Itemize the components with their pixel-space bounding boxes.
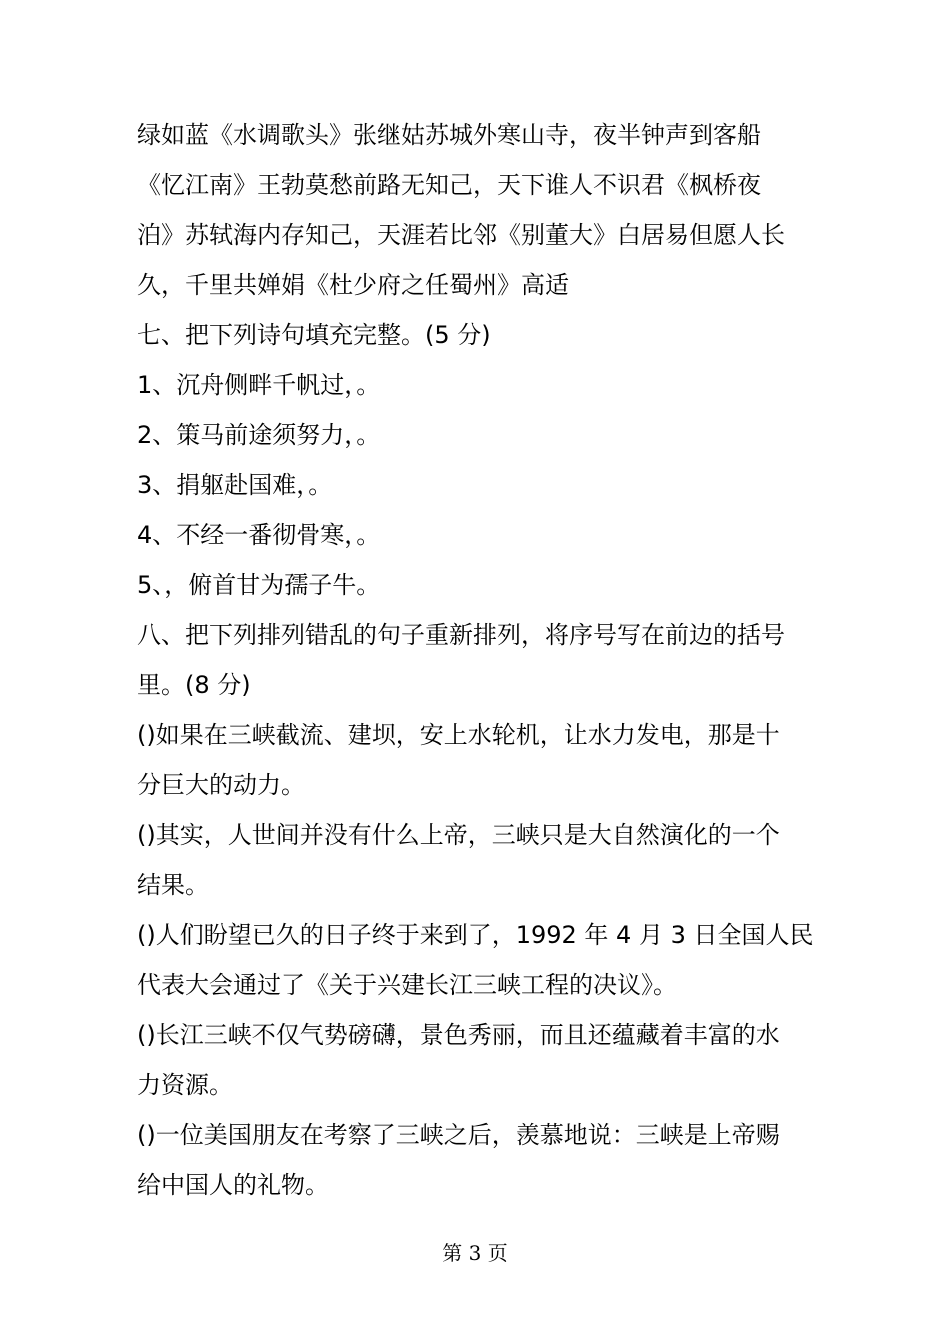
text-line: 久，千里共婵娟《杜少府之任蜀州》高适 bbox=[137, 271, 569, 299]
text-line: 《忆江南》王勃莫愁前路无知己，天下谁人不识君《枫桥夜 bbox=[137, 171, 761, 199]
sentence-item: ()其实，人世间并没有什么上帝，三峡只是大自然演化的一个 bbox=[137, 821, 780, 849]
sentence-item: 分巨大的动力。 bbox=[137, 771, 305, 799]
text-line: 绿如蓝《水调歌头》张继姑苏城外寒山寺，夜半钟声到客船 bbox=[137, 121, 761, 149]
question-item: 5、，俯首甘为孺子牛。 bbox=[137, 571, 381, 599]
question-item: 2、策马前途须努力，。 bbox=[137, 421, 381, 449]
sentence-item: 力资源。 bbox=[137, 1071, 233, 1099]
question-item: 4、不经一番彻骨寒，。 bbox=[137, 521, 381, 549]
section-heading-7: 七、把下列诗句填充完整。(5 分) bbox=[137, 321, 491, 349]
question-item: 1、沉舟侧畔千帆过，。 bbox=[137, 371, 381, 399]
sentence-item: ()如果在三峡截流、建坝，安上水轮机，让水力发电，那是十 bbox=[137, 721, 780, 749]
question-item: 3、捐躯赴国难，。 bbox=[137, 471, 333, 499]
text-line: 泊》苏轼海内存知己，天涯若比邻《别董大》白居易但愿人长 bbox=[137, 221, 785, 249]
page-number: 第 3 页 bbox=[442, 1241, 508, 1265]
sentence-item: ()人们盼望已久的日子终于来到了，1992 年 4 月 3 日全国人民 bbox=[137, 921, 814, 949]
sentence-item: ()长江三峡不仅气势磅礴，景色秀丽，而且还蕴藏着丰富的水 bbox=[137, 1021, 780, 1049]
sentence-item: 代表大会通过了《关于兴建长江三峡工程的决议》。 bbox=[137, 971, 677, 999]
sentence-item: ()一位美国朋友在考察了三峡之后，羡慕地说：三峡是上帝赐 bbox=[137, 1121, 780, 1149]
section-heading-8-cont: 里。(8 分) bbox=[137, 671, 251, 699]
sentence-item: 给中国人的礼物。 bbox=[137, 1171, 329, 1199]
sentence-item: 结果。 bbox=[137, 871, 209, 899]
section-heading-8: 八、把下列排列错乱的句子重新排列，将序号写在前边的括号 bbox=[137, 621, 785, 649]
document-body bbox=[137, 110, 817, 1210]
